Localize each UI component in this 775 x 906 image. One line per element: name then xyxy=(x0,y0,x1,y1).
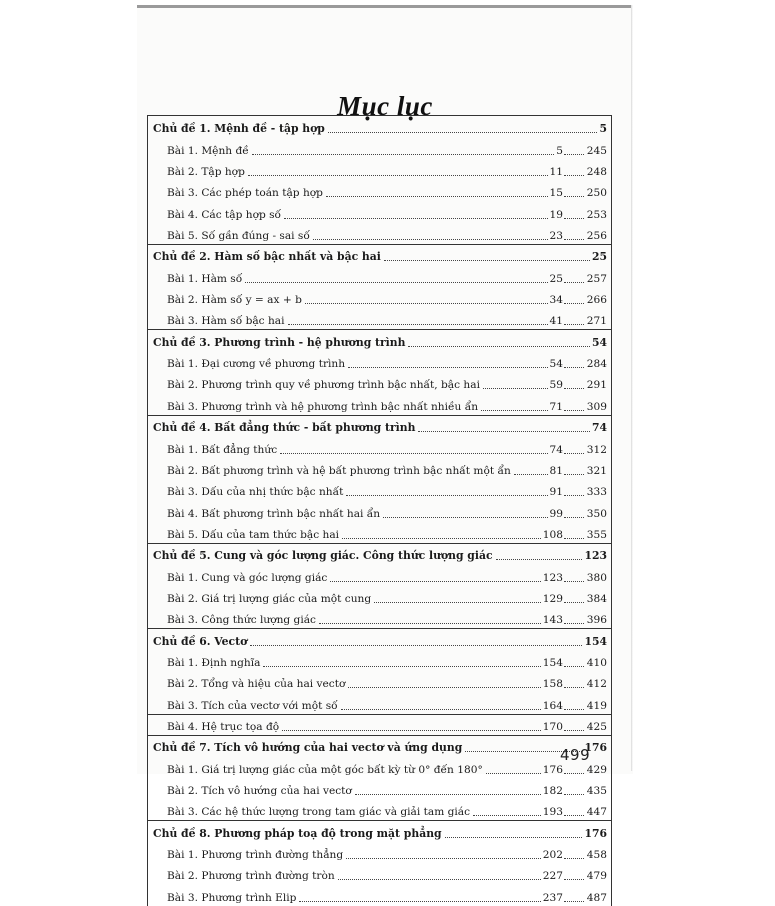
lesson-theory-page: 74 xyxy=(549,443,563,456)
toc-lesson-row xyxy=(148,223,611,244)
dot-leader xyxy=(280,452,547,454)
toc-lesson-row xyxy=(148,692,611,713)
dot-leader xyxy=(408,345,589,347)
toc-lesson-row xyxy=(148,308,611,329)
toc-chapter-row xyxy=(148,415,611,436)
dot-leader xyxy=(305,302,548,304)
lesson-title: Bài 2. Phương trình quy về phương trình bậc nhất, bậc hai xyxy=(167,379,480,392)
lesson-title: Bài 5. Dấu của tam thức bậc hai xyxy=(167,528,340,541)
chapter-title: Chủ đề 4. Bất đẳng thức - bất phương trình xyxy=(153,421,416,435)
lesson-solution-page: 412 xyxy=(586,678,607,691)
lesson-title: Bài 4. Hệ trục tọa độ xyxy=(167,720,280,733)
dot-leader xyxy=(326,195,548,197)
dot-leader xyxy=(348,686,540,688)
chapter-page: 176 xyxy=(584,741,607,755)
dot-leader xyxy=(564,452,584,454)
toc-lesson-row xyxy=(148,522,611,543)
lesson-solution-page: 355 xyxy=(586,528,607,541)
lesson-solution-page: 487 xyxy=(586,891,607,904)
lesson-solution-page: 419 xyxy=(586,699,607,712)
chapter-page: 5 xyxy=(599,122,607,136)
dot-leader xyxy=(564,195,584,197)
lesson-solution-page: 245 xyxy=(586,144,607,157)
lesson-solution-page: 447 xyxy=(586,806,607,819)
toc-chapter-row xyxy=(148,543,611,564)
lesson-solution-page: 312 xyxy=(586,443,607,456)
lesson-title: Bài 1. Đại cương về phương trình xyxy=(167,358,346,371)
lesson-theory-page: 154 xyxy=(542,656,563,669)
dot-leader xyxy=(346,494,547,496)
lesson-theory-page: 170 xyxy=(542,720,563,733)
lesson-solution-page: 271 xyxy=(586,315,607,328)
dot-leader xyxy=(564,686,584,688)
toc-lesson-row xyxy=(148,265,611,286)
dot-leader xyxy=(514,473,548,475)
lesson-solution-page: 479 xyxy=(586,870,607,883)
chapter-title: Chủ đề 2. Hàm số bậc nhất và bậc hai xyxy=(153,250,381,264)
dot-leader xyxy=(288,323,548,325)
toc-lesson-row xyxy=(148,180,611,201)
lesson-solution-page: 425 xyxy=(586,720,607,733)
lesson-title: Bài 1. Giá trị lượng giác của một góc bất kỳ từ 0° đến 180° xyxy=(167,763,483,776)
lesson-title: Bài 4. Các tập hợp số xyxy=(167,208,282,221)
dot-leader xyxy=(564,601,584,603)
dot-leader xyxy=(564,857,584,859)
toc-lesson-row xyxy=(148,650,611,671)
lesson-title: Bài 3. Các phép toán tập hợp xyxy=(167,187,323,200)
dot-leader xyxy=(564,473,584,475)
dot-leader xyxy=(564,323,584,325)
dot-leader xyxy=(245,281,547,283)
toc-chapter-row xyxy=(148,820,611,841)
lesson-theory-page: 19 xyxy=(549,208,563,221)
lesson-title: Bài 1. Hàm số xyxy=(167,272,243,285)
dot-leader xyxy=(564,622,584,624)
lesson-theory-page: 193 xyxy=(542,806,563,819)
dot-leader xyxy=(564,366,584,368)
lesson-title: Bài 4. Bất phương trình bậc nhất hai ẩn xyxy=(167,507,381,520)
dot-leader xyxy=(445,836,583,838)
lesson-title: Bài 1. Định nghĩa xyxy=(167,656,261,669)
dot-leader xyxy=(299,900,540,902)
dot-leader xyxy=(355,793,541,795)
lesson-theory-page: 176 xyxy=(542,763,563,776)
toc-lesson-row xyxy=(148,884,611,905)
dot-leader xyxy=(564,793,584,795)
lesson-title: Bài 3. Công thức lượng giác xyxy=(167,614,316,627)
lesson-solution-page: 309 xyxy=(586,400,607,413)
toc-lesson-row xyxy=(148,778,611,799)
lesson-theory-page: 54 xyxy=(549,358,563,371)
lesson-theory-page: 123 xyxy=(542,571,563,584)
toc-chapter-row xyxy=(148,329,611,350)
lesson-theory-page: 41 xyxy=(549,315,563,328)
dot-leader xyxy=(564,238,584,240)
lesson-title: Bài 3. Dấu của nhị thức bậc nhất xyxy=(167,486,344,499)
lesson-theory-page: 11 xyxy=(549,166,563,179)
dot-leader xyxy=(473,814,541,816)
dot-leader xyxy=(284,217,547,219)
dot-leader xyxy=(486,772,541,774)
lesson-title: Bài 3. Hàm số bậc hai xyxy=(167,315,285,328)
toc-lesson-row xyxy=(148,863,611,884)
chapter-title: Chủ đề 8. Phương pháp toạ độ trong mặt phẳng xyxy=(153,826,442,840)
lesson-theory-page: 202 xyxy=(542,849,563,862)
dot-leader xyxy=(564,772,584,774)
lesson-solution-page: 250 xyxy=(586,187,607,200)
lesson-solution-page: 396 xyxy=(586,614,607,627)
toc-chapter-row xyxy=(148,628,611,649)
toc-chapter-row xyxy=(148,735,611,756)
lesson-theory-page: 158 xyxy=(542,678,563,691)
lesson-solution-page: 410 xyxy=(586,656,607,669)
page-title: Mục lục xyxy=(337,91,433,121)
lesson-title: Bài 3. Phương trình và hệ phương trình bậc nhất nhiều ẩn xyxy=(167,400,479,413)
lesson-solution-page: 284 xyxy=(586,358,607,371)
chapter-page: 25 xyxy=(591,250,607,264)
dot-leader xyxy=(564,387,584,389)
lesson-solution-page: 380 xyxy=(586,571,607,584)
lesson-solution-page: 350 xyxy=(586,507,607,520)
dot-leader xyxy=(564,174,584,176)
dot-leader xyxy=(481,409,547,411)
lesson-theory-page: 237 xyxy=(542,891,563,904)
toc-lesson-row xyxy=(148,671,611,692)
lesson-theory-page: 25 xyxy=(549,272,563,285)
lesson-title: Bài 2. Phương trình đường tròn xyxy=(167,870,335,883)
toc-lesson-row xyxy=(148,714,611,735)
toc-lesson-row xyxy=(148,201,611,222)
toc-chapter-row xyxy=(148,244,611,265)
lesson-solution-page: 256 xyxy=(586,230,607,243)
dot-leader xyxy=(564,281,584,283)
lesson-solution-page: 429 xyxy=(586,763,607,776)
chapter-page: 154 xyxy=(584,634,607,648)
lesson-theory-page: 143 xyxy=(542,614,563,627)
lesson-title: Bài 1. Bất đẳng thức xyxy=(167,443,278,456)
dot-leader xyxy=(348,366,547,368)
dot-leader xyxy=(328,131,598,133)
lesson-solution-page: 253 xyxy=(586,208,607,221)
dot-leader xyxy=(250,644,582,646)
toc-lesson-row xyxy=(148,458,611,479)
dot-leader xyxy=(564,580,584,582)
chapter-title: Chủ đề 1. Mệnh đề - tập hợp xyxy=(153,122,325,136)
toc-lesson-row xyxy=(148,479,611,500)
lesson-title: Bài 3. Các hệ thức lượng trong tam giác và giải tam giác xyxy=(167,806,471,819)
lesson-title: Bài 3. Phương trình Elip xyxy=(167,891,297,904)
dot-leader xyxy=(564,409,584,411)
dot-leader xyxy=(341,708,541,710)
dot-leader xyxy=(496,558,583,560)
lesson-solution-page: 248 xyxy=(586,166,607,179)
table-of-contents xyxy=(147,115,612,906)
dot-leader xyxy=(564,537,584,539)
dot-leader xyxy=(418,430,590,432)
lesson-theory-page: 5 xyxy=(556,144,563,157)
dot-leader xyxy=(564,878,584,880)
lesson-theory-page: 34 xyxy=(549,294,563,307)
dot-leader xyxy=(564,302,584,304)
toc-lesson-row xyxy=(148,351,611,372)
dot-leader xyxy=(338,878,541,880)
dot-leader xyxy=(383,516,547,518)
lesson-theory-page: 108 xyxy=(542,528,563,541)
lesson-title: Bài 3. Tích của vectơ với một số xyxy=(167,699,338,712)
dot-leader xyxy=(564,516,584,518)
chapter-title: Chủ đề 7. Tích vô hướng của hai vectơ và ứng dụng xyxy=(153,741,463,755)
dot-leader xyxy=(564,217,584,219)
lesson-solution-page: 257 xyxy=(586,272,607,285)
toc-lesson-row xyxy=(148,137,611,158)
lesson-title: Bài 1. Mệnh đề xyxy=(167,144,249,157)
dot-leader xyxy=(483,387,548,389)
dot-leader xyxy=(564,494,584,496)
page-edge xyxy=(631,5,633,771)
dot-leader xyxy=(252,153,554,155)
dot-leader xyxy=(313,238,548,240)
lesson-theory-page: 164 xyxy=(542,699,563,712)
toc-bottom-border xyxy=(147,714,612,715)
lesson-title: Bài 2. Tích vô hướng của hai vectơ xyxy=(167,785,352,797)
lesson-title: Bài 1. Phương trình đường thẳng xyxy=(167,849,344,862)
toc-lesson-row xyxy=(148,842,611,863)
lesson-theory-page: 91 xyxy=(549,486,563,499)
chapter-title: Chủ đề 6. Vectơ xyxy=(153,634,248,648)
toc-lesson-row xyxy=(148,500,611,521)
dot-leader xyxy=(330,580,540,582)
chapter-title: Chủ đề 5. Cung và góc lượng giác. Công thức lượng giác xyxy=(153,549,493,563)
dot-leader xyxy=(282,729,541,731)
lesson-title: Bài 2. Bất phương trình và hệ bất phương trình bậc nhất một ẩn xyxy=(167,464,511,477)
dot-leader xyxy=(564,153,584,155)
toc-lesson-row xyxy=(148,372,611,393)
lesson-theory-page: 182 xyxy=(542,785,563,797)
toc-lesson-row xyxy=(148,393,611,414)
toc-lesson-row xyxy=(148,586,611,607)
dot-leader xyxy=(346,857,541,859)
toc-lesson-row xyxy=(148,799,611,820)
lesson-theory-page: 129 xyxy=(542,592,563,605)
lesson-title: Bài 1. Cung và góc lượng giác xyxy=(167,571,328,584)
toc-lesson-row xyxy=(148,564,611,585)
chapter-page: 74 xyxy=(591,421,607,435)
lesson-title: Bài 2. Hàm số y = ax + b xyxy=(167,294,302,307)
toc-lesson-row xyxy=(148,756,611,777)
chapter-page: 123 xyxy=(584,549,607,563)
lesson-theory-page: 59 xyxy=(549,379,563,392)
dot-leader xyxy=(319,622,541,624)
lesson-theory-page: 81 xyxy=(549,464,563,477)
dot-leader xyxy=(564,814,584,816)
chapter-page: 176 xyxy=(584,826,607,840)
dot-leader xyxy=(564,900,584,902)
lesson-solution-page: 321 xyxy=(586,464,607,477)
dot-leader xyxy=(564,708,584,710)
dot-leader xyxy=(248,174,548,176)
lesson-solution-page: 333 xyxy=(586,486,607,499)
lesson-solution-page: 291 xyxy=(586,379,607,392)
lesson-theory-page: 71 xyxy=(549,400,563,413)
lesson-title: Bài 2. Tập hợp xyxy=(167,166,245,179)
lesson-title: Bài 2. Giá trị lượng giác của một cung xyxy=(167,592,372,605)
toc-lesson-row xyxy=(148,287,611,308)
toc-lesson-row xyxy=(148,436,611,457)
lesson-solution-page: 435 xyxy=(586,785,607,797)
page-number: 499 xyxy=(560,746,591,764)
lesson-title: Bài 5. Số gần đúng - sai số xyxy=(167,230,310,243)
dot-leader xyxy=(564,729,584,731)
chapter-page: 54 xyxy=(591,335,607,349)
toc-lesson-row xyxy=(148,159,611,180)
dot-leader xyxy=(374,601,541,603)
dot-leader xyxy=(342,537,541,539)
lesson-solution-page: 384 xyxy=(586,592,607,605)
lesson-solution-page: 266 xyxy=(586,294,607,307)
toc-chapter-row xyxy=(148,116,611,137)
chapter-title: Chủ đề 3. Phương trình - hệ phương trình xyxy=(153,335,406,349)
lesson-theory-page: 227 xyxy=(542,870,563,883)
dot-leader xyxy=(564,665,584,667)
lesson-solution-page: 458 xyxy=(586,849,607,862)
lesson-title: Bài 2. Tổng và hiệu của hai vectơ xyxy=(167,678,346,691)
lesson-theory-page: 15 xyxy=(549,187,563,200)
toc-lesson-row xyxy=(148,607,611,628)
lesson-theory-page: 23 xyxy=(549,230,563,243)
lesson-theory-page: 99 xyxy=(549,507,563,520)
dot-leader xyxy=(263,665,540,667)
dot-leader xyxy=(384,259,590,261)
